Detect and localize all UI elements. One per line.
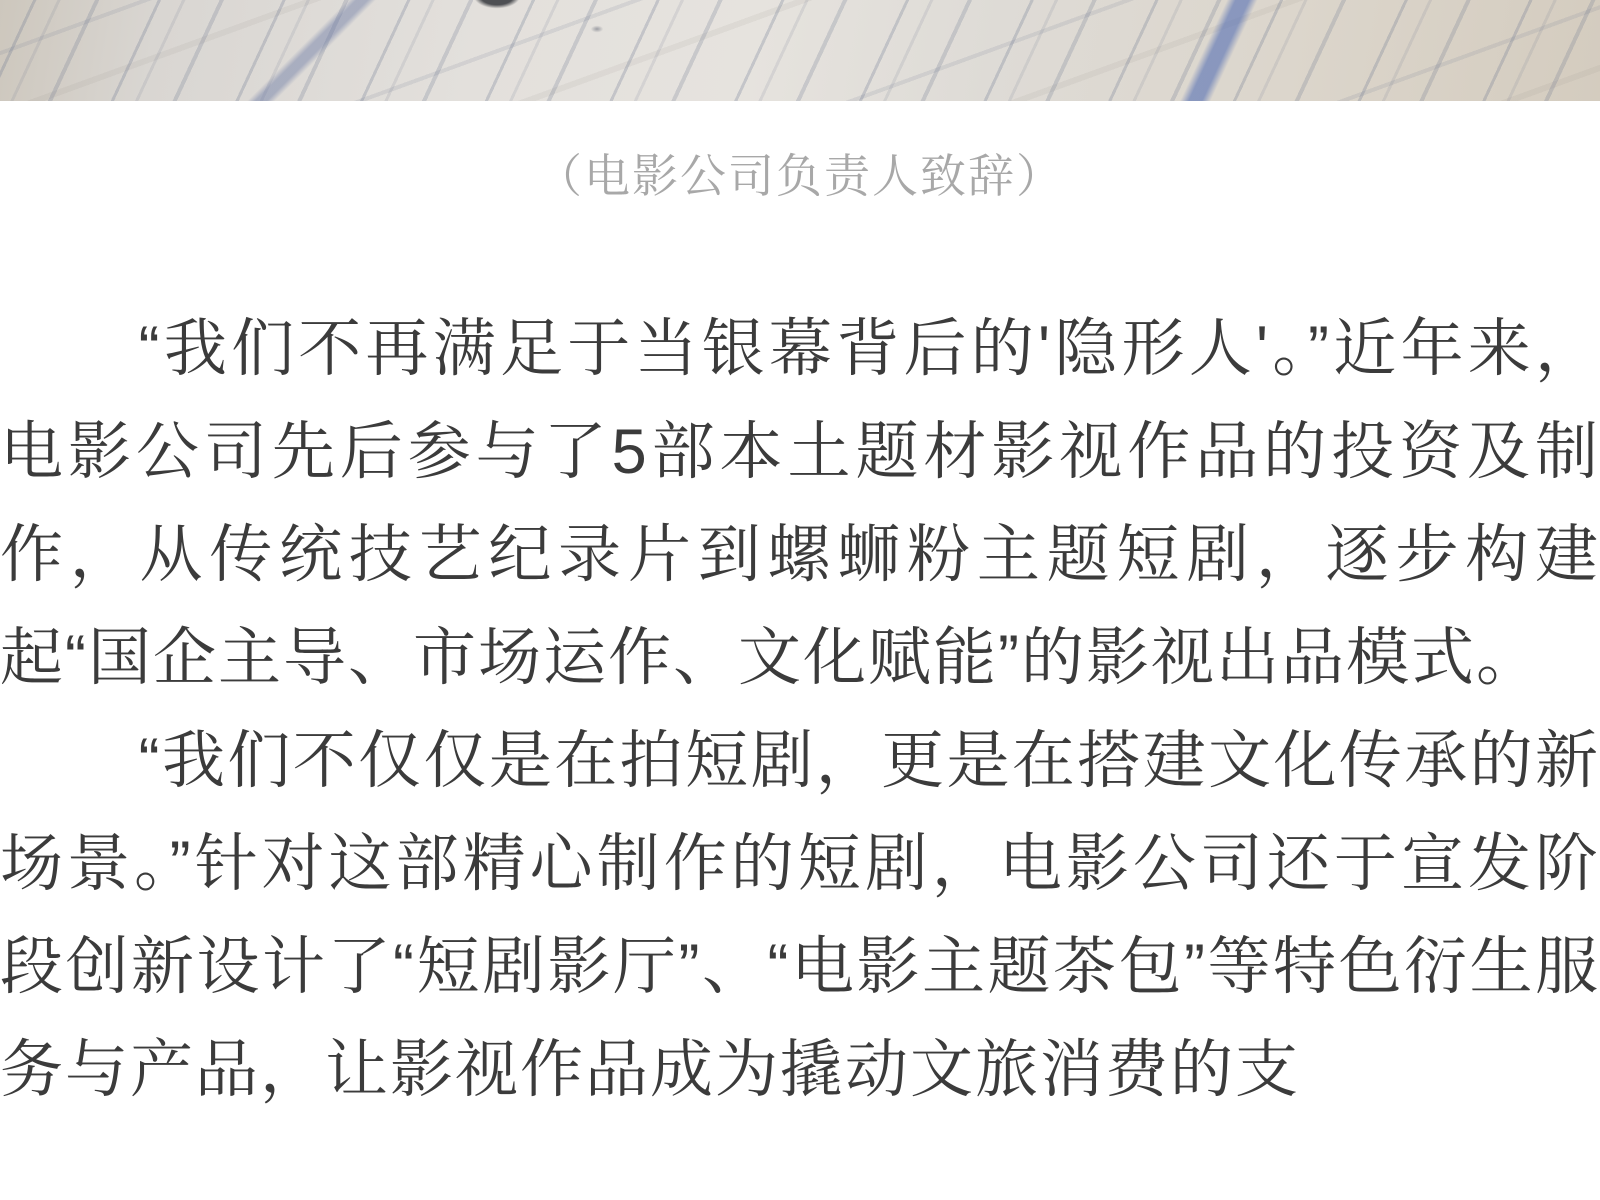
article-paragraph-2: “我们不仅仅是在拍短剧，更是在搭建文化传承的新场景。”针对这部精心制作的短剧，电影公司还于宣发阶段创新设计了“短剧影厅”、“电影主题茶包”等特色衍生服务与产品，让影视作品成为撬动文旅消费的支	[0, 726, 1600, 1105]
hero-photo[interactable]	[0, 0, 1600, 101]
article-paragraph-1: “我们不再满足于当银幕背后的'隐形人'。”近年来，电影公司先后参与了5部本土题材影视作品的投资及制作，从传统技艺纪录片到螺蛳粉主题短剧，逐步构建起“国企主导、市场运作、文化赋能”的影视出品模式。	[0, 314, 1600, 693]
article-body	[0, 298, 1600, 1122]
image-caption: （电影公司负责人致辞）	[536, 150, 1064, 202]
